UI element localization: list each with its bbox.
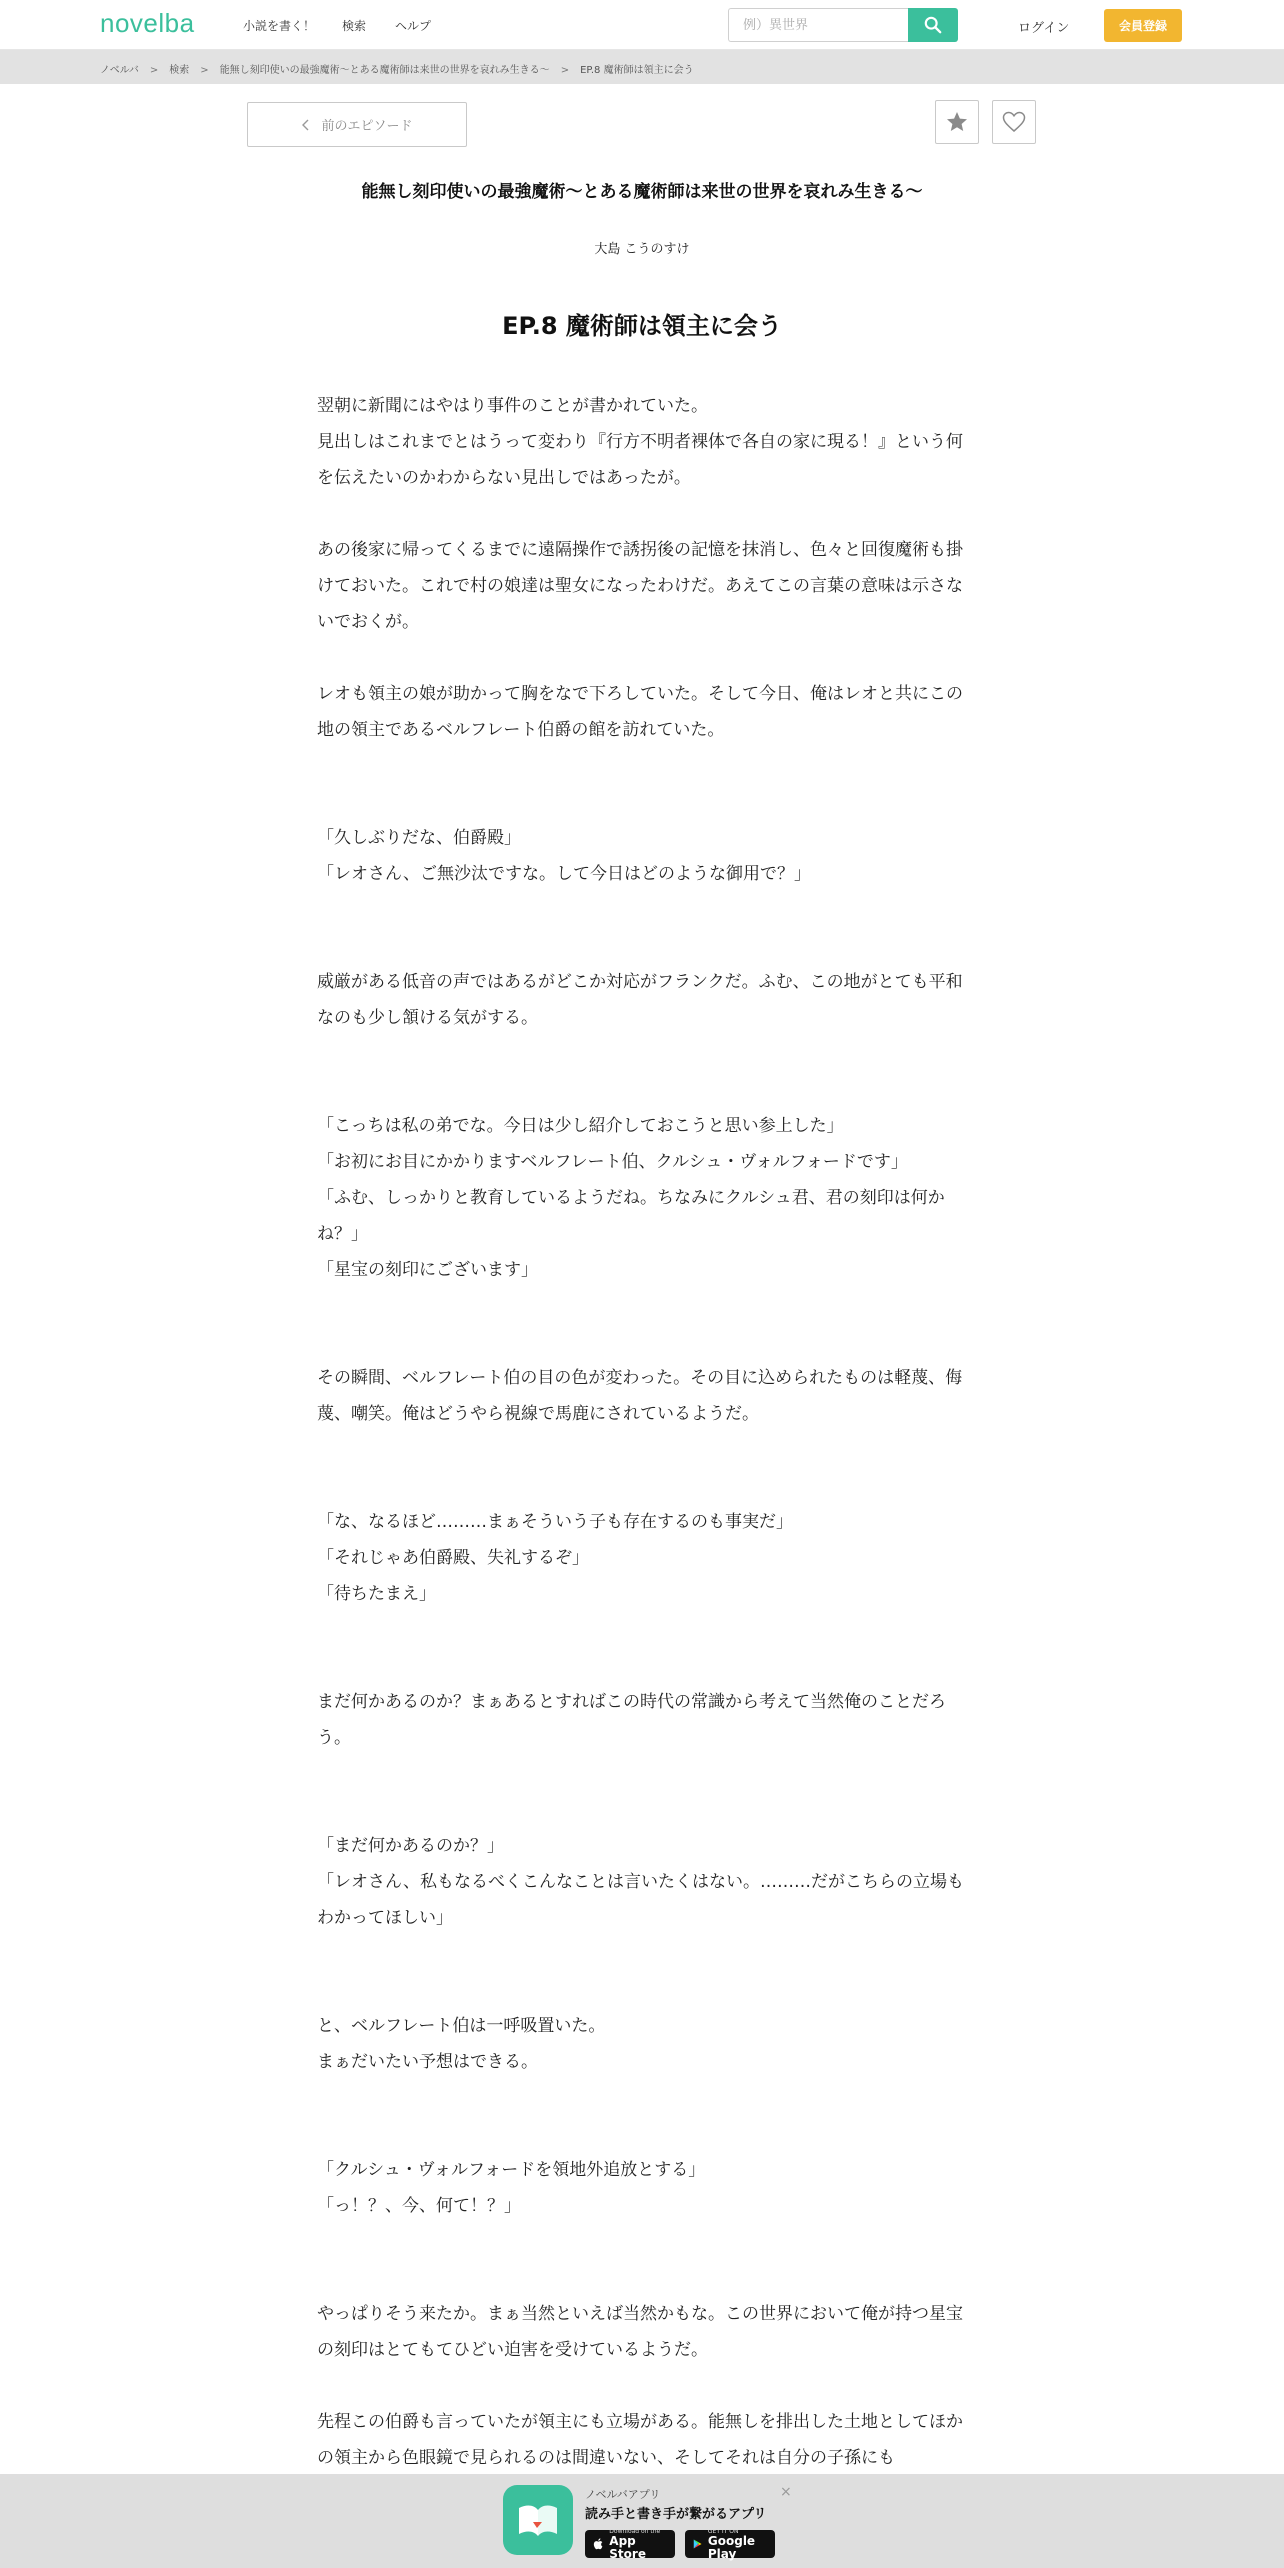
blank-line [317, 1072, 967, 1108]
blank-line [317, 1936, 967, 1972]
story-paragraph: 「星宝の刻印にございます」 [317, 1260, 538, 1280]
blank-line [317, 1324, 967, 1360]
heart-icon [1002, 111, 1026, 133]
prev-episode-label: 前のエピソード [321, 119, 413, 134]
blank-line [317, 640, 967, 676]
story-paragraph: 「クルシュ・ヴォルフォードを領地外追放とする」 [317, 2160, 706, 2180]
google-play-label: Google Play [707, 2533, 756, 2561]
breadcrumb-search[interactable]: 検索 [169, 65, 190, 76]
blank-line [317, 2080, 967, 2116]
app-banner-subtitle: ノベルバアプリ [585, 2488, 661, 2501]
blank-line [317, 928, 967, 964]
story-paragraph: 「まだ何かあるのか？」 [317, 1836, 504, 1856]
blank-line [317, 892, 967, 928]
favorite-button[interactable] [992, 100, 1036, 144]
breadcrumb-episode: EP.8 魔術師は領主に会う [580, 65, 694, 76]
blank-line [317, 1288, 967, 1324]
search-icon [924, 16, 942, 34]
site-header [0, 0, 1284, 50]
breadcrumb-separator: > [560, 65, 570, 76]
story-paragraph: あの後家に帰ってくるまでに遠隔操作で誘拐後の記憶を抹消し、色々と回復魔術も掛けておいた。これで村の娘達は聖女になったわけだ。あえてこの言葉の意味は示さないでおくが。 [317, 540, 963, 632]
breadcrumb [0, 50, 1284, 84]
story-paragraph: 翌朝に新聞にはやはり事件のことが書かれていた。 [317, 396, 708, 416]
nav-help[interactable]: ヘルプ [395, 19, 432, 33]
search-button[interactable] [908, 8, 958, 42]
app-icon[interactable] [503, 2485, 573, 2555]
blank-line [317, 2368, 967, 2404]
story-paragraph: 「っ！？、今、何て！？」 [317, 2196, 521, 2216]
blank-line [317, 1756, 967, 1792]
blank-line [317, 784, 967, 820]
story-paragraph: まだ何かあるのか？まぁあるとすればこの時代の常識から考えて当然俺のことだろう。 [317, 1692, 946, 1748]
blank-line [317, 1612, 967, 1648]
app-promo-banner [0, 2474, 1284, 2568]
app-banner-title: 読み手と書き手が繋がるアプリ [585, 2507, 767, 2522]
nav-write-novel[interactable]: 小説を書く！ [243, 19, 316, 33]
blank-line [317, 1432, 967, 1468]
register-button[interactable]: 会員登録 [1104, 9, 1182, 42]
login-link[interactable]: ログイン [1018, 21, 1070, 36]
story-paragraph: と、ベルフレート伯は一呼吸置いた。 [317, 2016, 606, 2036]
nav-search[interactable]: 検索 [342, 19, 367, 33]
story-paragraph: 「レオさん、ご無沙汰ですな。して今日はどのような御用で？」 [317, 864, 812, 884]
google-play-badge[interactable] [685, 2527, 775, 2561]
story-paragraph: 「な、なるほど………まぁそういう子も存在するのも事実だ」 [317, 1512, 793, 1532]
story-paragraph: 「お初にお目にかかりますベルフレート伯、クルシュ・ヴォルフォードです」 [317, 1152, 908, 1172]
story-paragraph: レオも領主の娘が助かって胸をなで下ろしていた。そして今日、俺はレオと共にこの地の領主であるベルフレート伯爵の館を訪れていた。 [317, 684, 963, 740]
story-paragraph: 「ふむ、しっかりと教育しているようだね。ちなみにクルシュ君、君の刻印は何かね？」 [317, 1188, 945, 1244]
breadcrumb-home[interactable]: ノベルバ [100, 65, 139, 76]
story-paragraph: 「こっちは私の弟でな。今日は少し紹介しておこうと思い参上した」 [317, 1116, 844, 1136]
story-paragraph: まぁだいたい予想はできる。 [317, 2052, 538, 2072]
blank-line [317, 1036, 967, 1072]
story-paragraph: 「それじゃあ伯爵殿、失礼するぞ」 [317, 1548, 589, 1568]
blank-line [317, 1972, 967, 2008]
breadcrumb-separator: > [200, 65, 209, 76]
app-store-label: App Store [609, 2533, 646, 2561]
logo[interactable]: novelba [100, 8, 195, 38]
breadcrumb-separator: > [149, 65, 159, 76]
breadcrumb-novel[interactable]: 能無し刻印使いの最強魔術〜とある魔術師は来世の世界を哀れみ生きる〜 [219, 65, 550, 76]
episode-title: EP.8 魔術師は領主に会う [502, 312, 782, 340]
close-icon[interactable]: × [780, 2484, 792, 2500]
blank-line [317, 1792, 967, 1828]
blank-line [317, 2116, 967, 2152]
blank-line [317, 748, 967, 784]
google-play-icon [693, 2537, 702, 2551]
search-input[interactable] [728, 8, 908, 42]
blank-line [317, 2260, 967, 2296]
apple-icon [593, 2537, 603, 2551]
story-paragraph: 「待ちたまえ」 [317, 1584, 436, 1604]
blank-line [317, 1648, 967, 1684]
story-paragraph: 「レオさん、私もなるべくこんなことは言いたくはない。………だがこちらの立場もわかってほしい」 [317, 1872, 965, 1928]
prev-episode-button[interactable] [247, 102, 467, 147]
app-store-small-text: Download on the [609, 2527, 661, 2535]
story-paragraph: 「久しぶりだな、伯爵殿」 [317, 828, 521, 848]
bookmark-button[interactable] [935, 100, 979, 144]
story-paragraph: 見出しはこれまでとはうって変わり『行方不明者裸体で各自の家に現る！』という何を伝えたいのかわからない見出しではあったが。 [317, 432, 963, 488]
chevron-left-icon [301, 119, 311, 131]
story-paragraph: 威厳がある低音の声ではあるがどこか対応がフランクだ。ふむ、この地がとても平和なのも少し頷ける気がする。 [317, 972, 963, 1028]
story-paragraph: その瞬間、ベルフレート伯の目の色が変わった。その目に込められたものは軽蔑、侮蔑、嘲笑。俺はどうやら視線で馬鹿にされているようだ。 [317, 1368, 963, 1424]
story-paragraph: やっぱりそう来たか。まぁ当然といえば当然かもな。この世界において俺が持つ星宝の刻印はとてもてひどい迫害を受けているようだ。 [317, 2304, 963, 2360]
blank-line [317, 1468, 967, 1504]
blank-line [317, 496, 967, 532]
app-store-badge[interactable] [585, 2527, 675, 2561]
google-play-small-text: GET IT ON [707, 2527, 739, 2535]
novel-title[interactable]: 能無し刻印使いの最強魔術〜とある魔術師は来世の世界を哀れみ生きる〜 [361, 182, 923, 202]
author-name[interactable]: 大島 こうのすけ [594, 242, 690, 257]
star-icon [945, 110, 969, 134]
book-icon [515, 2500, 561, 2540]
story-body [317, 388, 967, 2476]
blank-line [317, 2224, 967, 2260]
story-paragraph: 先程この伯爵も言っていたが領主にも立場がある。能無しを排出した土地としてほかの領主から色眼鏡で見られるのは間違いない、そしてそれは自分の子孫にも [317, 2412, 963, 2468]
